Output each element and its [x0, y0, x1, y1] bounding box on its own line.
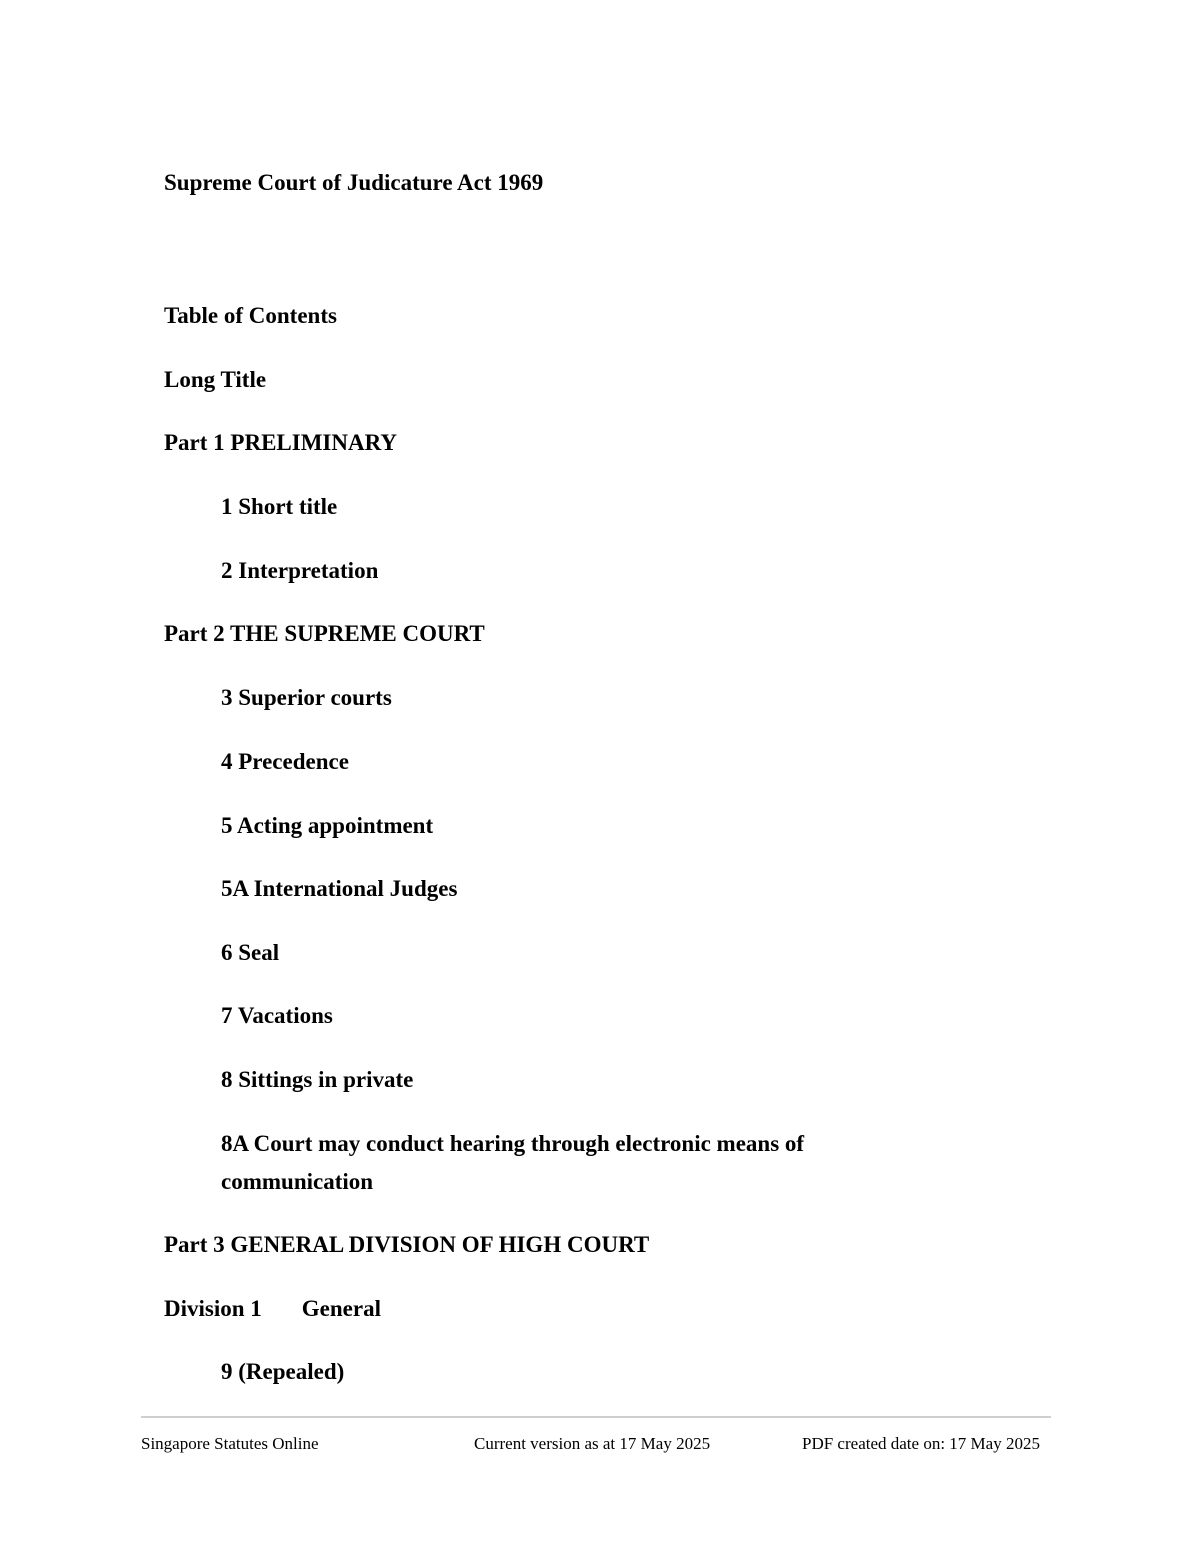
toc-item-section-1[interactable]: 1 Short title — [221, 494, 338, 519]
toc-item-section-5a[interactable]: 5A International Judges — [221, 876, 458, 901]
toc-item-section-8[interactable]: 8 Sittings in private — [221, 1067, 414, 1092]
toc-item-part-1[interactable]: Part 1 PRELIMINARY — [164, 430, 397, 455]
toc-item-section-8a[interactable]: 8A Court may conduct hearing through electronic means of communication — [221, 1131, 805, 1194]
footer-created-date: PDF created date on: 17 May 2025 — [802, 1434, 1040, 1453]
toc-heading: Table of Contents — [164, 303, 337, 328]
toc-item-part-3[interactable]: Part 3 GENERAL DIVISION OF HIGH COURT — [164, 1232, 650, 1257]
division-title: General — [301, 1296, 381, 1321]
toc-item-section-3[interactable]: 3 Superior courts — [221, 685, 392, 710]
toc-item-section-4[interactable]: 4 Precedence — [221, 749, 349, 774]
footer-source: Singapore Statutes Online — [141, 1434, 319, 1453]
toc-item-long-title[interactable]: Long Title — [164, 367, 267, 392]
footer-version: Current version as at 17 May 2025 — [474, 1434, 711, 1453]
toc-item-division-1[interactable] — [164, 1290, 381, 1328]
division-label: Division 1 — [164, 1296, 262, 1321]
toc-item-section-5[interactable]: 5 Acting appointment — [221, 813, 434, 838]
toc-item-section-6[interactable]: 6 Seal — [221, 940, 280, 965]
toc-item-section-2[interactable]: 2 Interpretation — [221, 558, 379, 583]
toc-item-part-2[interactable]: Part 2 THE SUPREME COURT — [164, 621, 485, 646]
toc-item-section-7[interactable]: 7 Vacations — [221, 1003, 333, 1028]
document-title: Supreme Court of Judicature Act 1969 — [164, 170, 544, 195]
footer-divider — [141, 1416, 1051, 1418]
toc-item-section-9[interactable]: 9 (Repealed) — [221, 1359, 345, 1384]
